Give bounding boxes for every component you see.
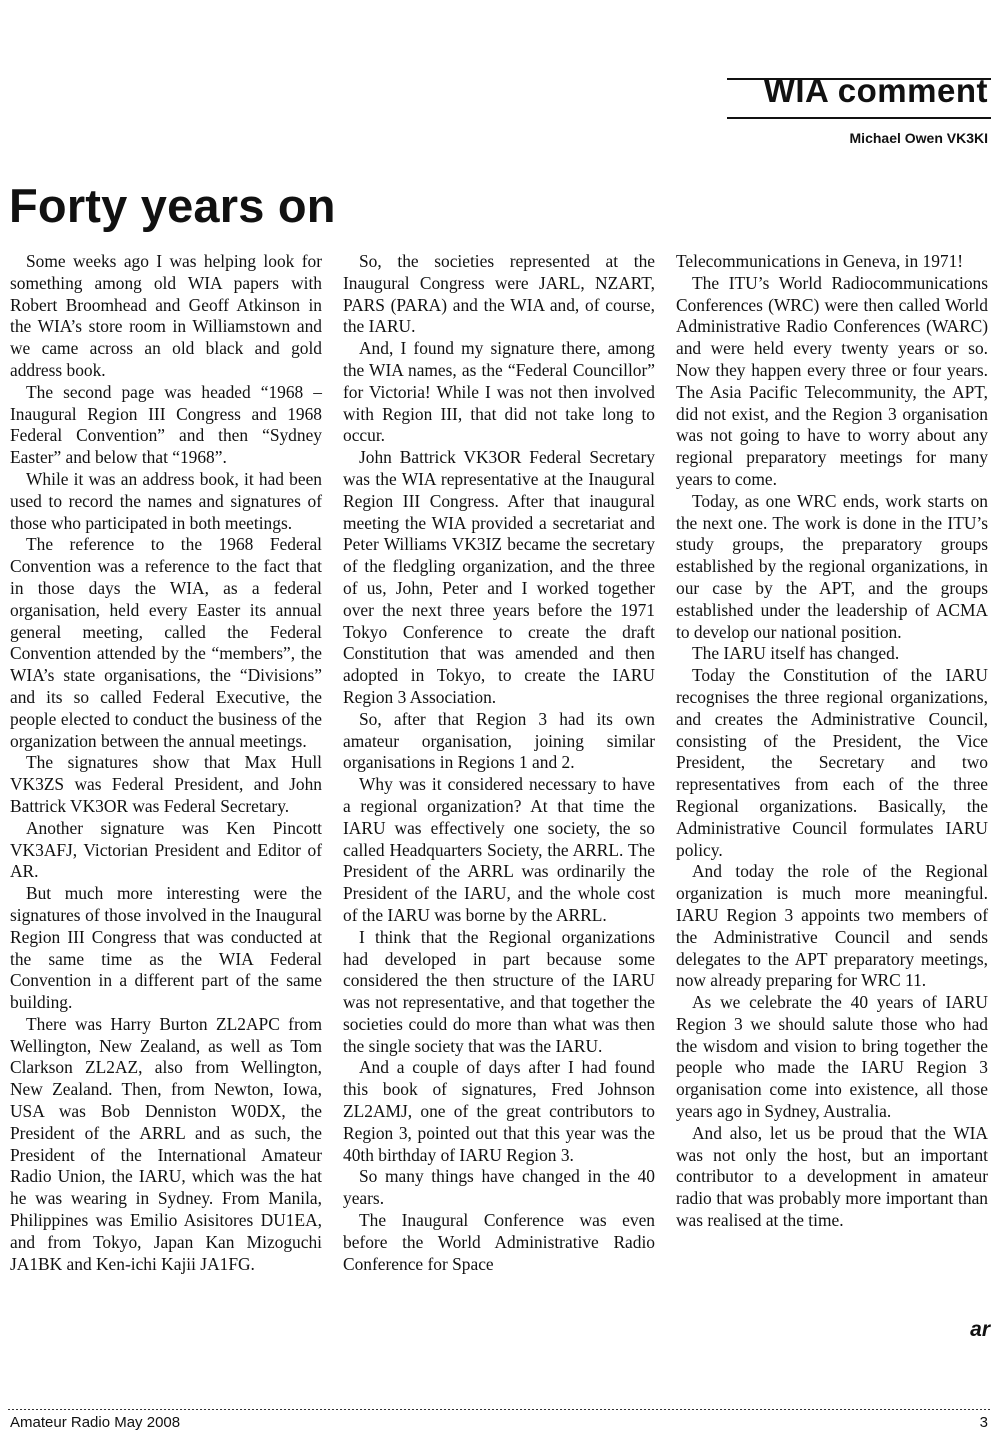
column-1 [10, 251, 322, 1275]
paragraph-continued: Telecommunications in Geneva, in 1971! [676, 251, 964, 271]
paragraph: The signatures show that Max Hull VK3ZS was Federal President, and John Battrick VK3OR was Federal Secretary. [10, 752, 322, 816]
paragraph: Another signature was Ken Pincott VK3AFJ, Victorian President and Editor of AR. [10, 817, 322, 882]
article-headline: Forty years on [9, 179, 336, 232]
paragraph: There was Harry Burton ZL2APC from Wellington, New Zealand, as well as Tom Clarkson ZL2AZ, also from Wellington, New Zealand. Then, from Newton, Iowa, USA was Bob Denniston W0DX, the President of the ARRL and as such, the President of the International Amateur Radio Union, the IARU, which was the hat he was wearing in Sydney. From Manila, Philippines was Emilio Asisitores DU1EA, and from Tokyo, Japan Kan Mizoguchi JA1BK and Ken-ichi Kajii JA1FG. [10, 1013, 322, 1274]
paragraph: And a couple of days after I had found this book of signatures, Fred Johnson ZL2AMJ, one of the great contributors to Region 3, pointed out that this year was the 40th birthday of IARU Region 3. [343, 1057, 655, 1165]
paragraph: Why was it considered necessary to have a regional organization? At that time the IARU was effectively one society, the so called Headquarters Society, the ARRL. The President of the ARRL was ordinarily the President of the IARU, and the whole cost of the IARU was borne by the ARRL. [343, 774, 655, 925]
paragraph: The Inaugural Conference was even before the World Administrative Radio Conference for Space [343, 1210, 655, 1274]
column-2 [343, 251, 655, 1275]
section-title: WIA comment [763, 72, 988, 109]
paragraph: I think that the Regional organizations had developed in part because some considered the then structure of the IARU was not representative, and that together the societies could do more than what was then the single society that was the IARU. [343, 926, 655, 1056]
paragraph: So many things have changed in the 40 years. [343, 1166, 655, 1209]
paragraph: And, I found my signature there, among the WIA names, as the “Federal Councillor” for Victoria! While I was not then involved with Region III, that did not take long to occur. [343, 338, 655, 446]
paragraph: And today the role of the Regional organization is much more meaningful. IARU Region 3 appoints two members of the Administrative Council and sends delegates to the APT preparatory meetings, now already preparing for WRC 11. [676, 861, 988, 991]
paragraph: Today the Constitution of the IARU recognises the three regional organizations, and creates the Administrative Council, consisting of the President, the Vice President, the Secretary and two representatives from each of the three Regional organizations. Basically, the Administrative Council formulates IARU policy. [676, 665, 988, 860]
page-number: 3 [979, 1414, 988, 1431]
paragraph: The second page was headed “1968 – Inaugural Region III Congress and 1968 Federal Convention” and then “Sydney Easter” and below that “1968”. [10, 381, 322, 468]
paragraph: Some weeks ago I was helping look for something among old WIA papers with Robert Broomhead and Geoff Atkinson in the WIA’s store room in Williamstown and we came across an old black and gold address book. [10, 251, 322, 380]
end-of-article-mark: ar [970, 1318, 990, 1341]
paragraph: The ITU’s World Radiocommunications Conferences (WRC) were then called World Administrative Radio Conferences (WARC) and were held every twenty years or so. Now they happen every three or four years. The Asia Pacific Telecommunity, the APT, did not exist, and the Region 3 organisation was not going to have to worry about any regional preparatory meetings for many years to come. [676, 272, 988, 489]
paragraph: Today, as one WRC ends, work starts on the next one. The work is done in the ITU’s study groups, the preparatory groups established by the regional organizations, in our case by the APT, and the groups established under the leadership of ACMA to develop our national position. [676, 490, 988, 642]
section-rule [727, 117, 991, 119]
paragraph: So, the societies represented at the Inaugural Congress were JARL, NZART, PARS (PARA) and the WIA and, of course, the IARU. [343, 251, 655, 337]
article-body [10, 251, 990, 1371]
paragraph: But much more interesting were the signatures of those involved in the Inaugural Region III Congress that was conducted at the same time as the WIA Federal Convention in a different part of the same building. [10, 883, 322, 1013]
footer-publication: Amateur Radio May 2008 [10, 1414, 181, 1431]
paragraph: John Battrick VK3OR Federal Secretary was the WIA representative at the Inaugural Region III Congress. After that inaugural meeting the WIA provided a secretariat and Peter Williams VK3IZ became the secretary of the fledgling organization, and the three of us, John, Peter and I worked together over the next three years before the 1971 Tokyo Conference to create the draft Constitution that was amended and then adopted in Tokyo, to create the IARU Region 3 Association. [343, 447, 655, 707]
paragraph: And also, let us be proud that the WIA was not only the host, but an important contributor to a development in amateur radio that was probably more important than was realised at the time. [676, 1122, 988, 1231]
footer-rule [8, 1409, 992, 1410]
column-3 [676, 251, 988, 1232]
paragraph: The reference to the 1968 Federal Convention was a reference to the fact that in those days the WIA, as a federal organisation, held every Easter its annual general meeting, called the Federal Convention attended by the “members”, the WIA’s state organisations, the “Divisions” and its so called Federal Executive, the people elected to conduct the business of the organization between the annual meetings. [10, 534, 322, 751]
paragraph: So, after that Region 3 had its own amateur organisation, joining similar organisations in Regions 1 and 2. [343, 708, 655, 773]
paragraph: The IARU itself has changed. [692, 643, 900, 664]
paragraph: As we celebrate the 40 years of IARU Region 3 we should salute those who had the wisdom and vision to bring together the people who made the IARU Region 3 organisation come into existence, all those years ago in Sydney, Australia. [676, 992, 988, 1122]
author-byline: Michael Owen VK3KI [849, 130, 988, 146]
paragraph: While it was an address book, it had been used to record the names and signatures of those who participated in both meetings. [10, 468, 322, 533]
